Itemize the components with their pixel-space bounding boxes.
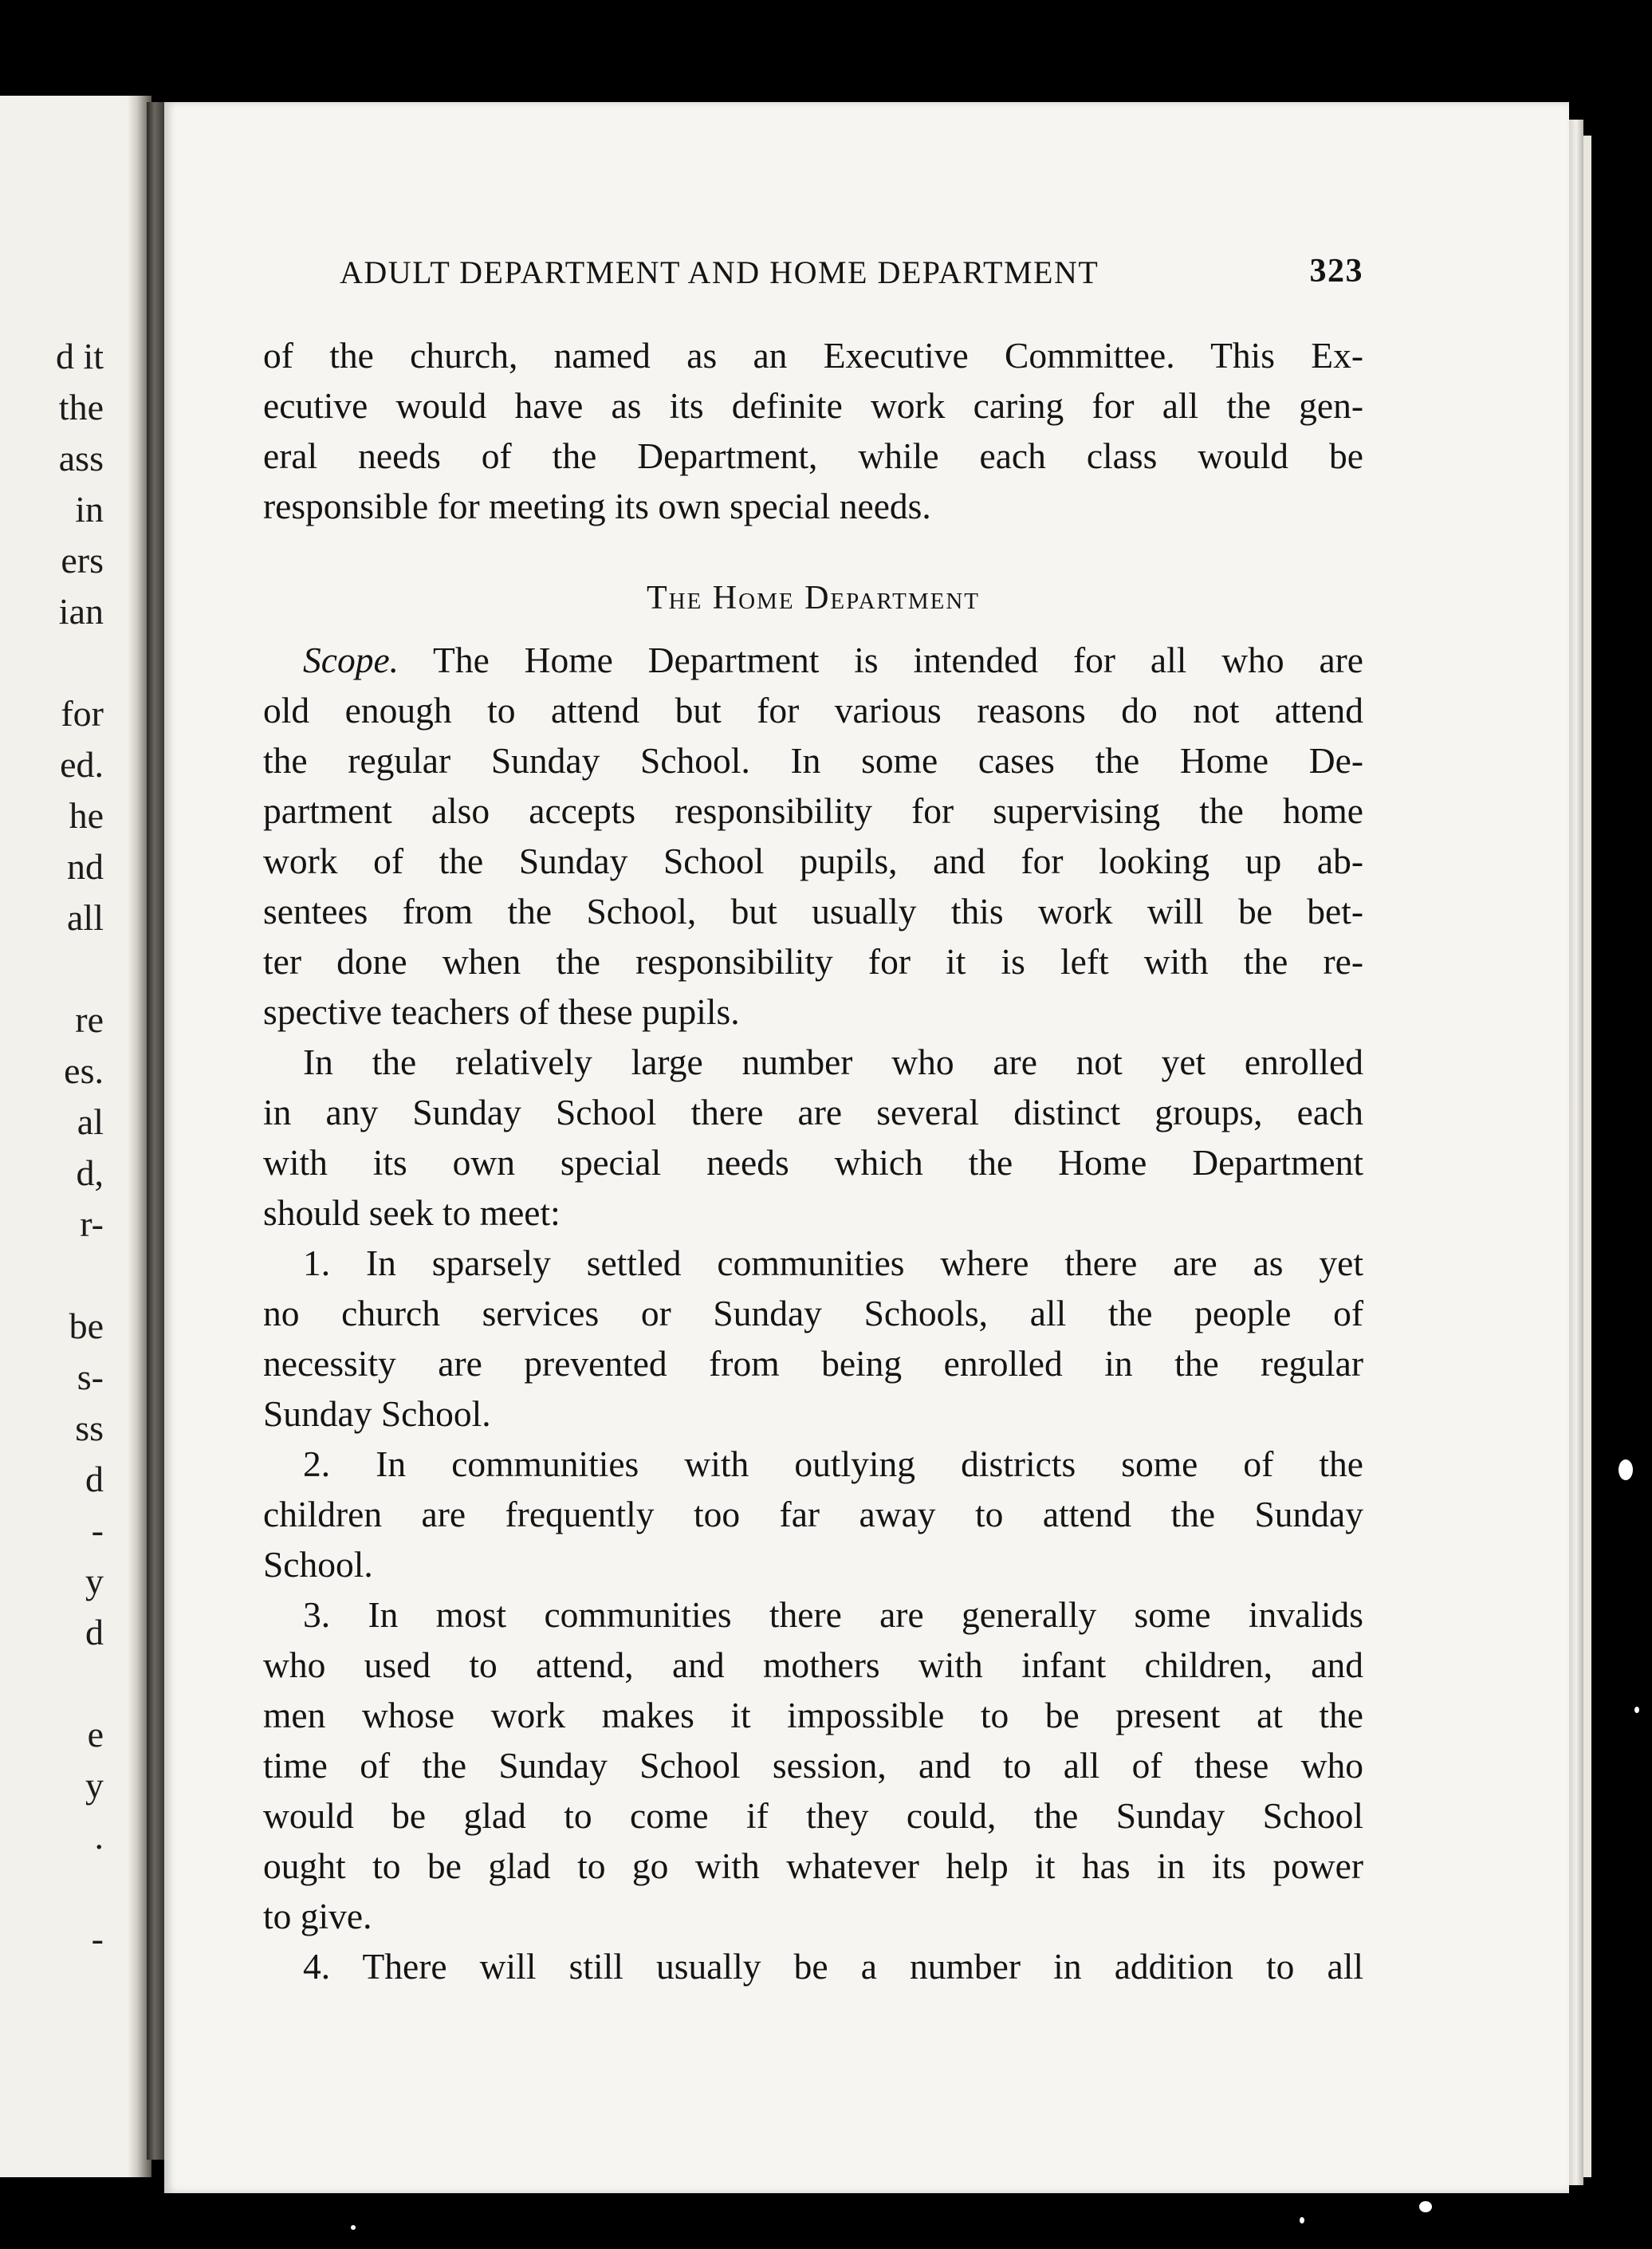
list-item-4 — [263, 1941, 1363, 1991]
text-line: School. — [263, 1544, 373, 1585]
fragment-line: y — [85, 1765, 104, 1806]
text-line: to give. — [263, 1896, 372, 1936]
fragment-line: ian — [58, 591, 104, 632]
scan-speck — [351, 2225, 356, 2230]
text-line: the regular Sunday School. In some cases the Home De- — [263, 740, 1363, 781]
fragment-line: al — [77, 1101, 104, 1142]
fragment-line: es. — [64, 1050, 104, 1091]
page-edge-back — [1583, 136, 1591, 2177]
text-line: spective teachers of these pupils. — [263, 991, 740, 1032]
fragment-line: d — [85, 1612, 104, 1652]
text-line: old enough to attend but for various reasons do not attend — [263, 690, 1363, 731]
text-line: men whose work makes it impossible to be present at the — [263, 1695, 1363, 1735]
text-line: necessity are prevented from being enrolled in the regular — [263, 1343, 1363, 1384]
text-line: 3. In most communities there are generally some invalids — [303, 1594, 1363, 1635]
text-line: of the church, named as an Executive Committee. This Ex- — [263, 335, 1363, 376]
text-line: children are frequently too far away to attend the Sunday — [263, 1494, 1363, 1534]
running-head-title: ADULT DEPARTMENT AND HOME DEPARTMENT — [340, 254, 1099, 290]
text-line: In the relatively large number who are not yet enrolled — [303, 1042, 1363, 1082]
text-fragment: The Home Department is intended for all who are — [399, 640, 1363, 680]
text-line: ter done when the responsibility for it is left with the re- — [263, 941, 1363, 982]
scope-paragraph — [263, 635, 1363, 1037]
section-heading: The Home Department — [646, 580, 980, 616]
fragment-line: ass — [58, 438, 104, 479]
page-text — [263, 254, 1363, 1991]
text-line: should seek to meet: — [263, 1192, 560, 1233]
fragment-line: . — [94, 1816, 104, 1857]
fragment-line: in — [75, 489, 104, 530]
previous-page-text-fragments — [0, 0, 104, 2249]
text-line: responsible for meeting its own special needs. — [263, 486, 931, 526]
text-line: ought to be glad to go with whatever help it has in its power — [263, 1845, 1363, 1886]
text-line: ecutive would have as its definite work caring for all the gen- — [263, 385, 1363, 426]
text-line: with its own special needs which the Home Department — [263, 1142, 1363, 1183]
book-spine — [147, 102, 164, 2160]
text-line: 1. In sparsely settled communities where there are as yet — [303, 1243, 1363, 1283]
text-line: no church services or Sunday Schools, all the people of — [263, 1293, 1363, 1333]
list-item-1 — [263, 1238, 1363, 1439]
fragment-line: e — [87, 1714, 104, 1755]
fragment-line: ers — [61, 540, 104, 581]
text-line — [263, 635, 1363, 685]
fragment-line: y — [85, 1561, 104, 1601]
fragment-line: for — [61, 693, 104, 734]
groups-paragraph — [263, 1037, 1363, 1238]
text-line: in any Sunday School there are several distinct groups, each — [263, 1092, 1363, 1132]
scan-speck — [1419, 2201, 1432, 2212]
scan-speck — [1300, 2217, 1304, 2223]
fragment-line: nd — [67, 846, 104, 887]
text-line: time of the Sunday School session, and to all of these who — [263, 1745, 1363, 1786]
fragment-line: s- — [77, 1357, 104, 1397]
fragment-line: ed. — [60, 744, 104, 785]
fragment-line: r- — [80, 1203, 104, 1244]
fragment-line: be — [69, 1306, 104, 1346]
list-item-3 — [263, 1589, 1363, 1941]
text-line: 2. In communities with outlying districts some of the — [303, 1444, 1363, 1484]
scan-speck — [1634, 1707, 1639, 1713]
page-edge — [1569, 120, 1583, 2185]
text-line: would be glad to come if they could, the Sunday School — [263, 1795, 1363, 1836]
list-item-2 — [263, 1439, 1363, 1589]
text-line: Sunday School. — [263, 1393, 491, 1434]
scan-speck — [1619, 1459, 1633, 1480]
text-line: 4. There will still usually be a number in addition to all — [303, 1946, 1363, 1987]
fragment-line: d — [85, 1459, 104, 1499]
fragment-line: ss — [75, 1408, 104, 1448]
fragment-line: d it — [55, 336, 104, 376]
fragment-line: re — [75, 999, 104, 1040]
opening-paragraph — [263, 330, 1363, 531]
fragment-line: - — [91, 1918, 104, 1959]
scope-label: Scope. — [303, 640, 399, 680]
fragment-line: - — [91, 1510, 104, 1550]
text-line: partment also accepts responsibility for supervising the home — [263, 790, 1363, 831]
page-number: 323 — [1309, 253, 1363, 289]
fragment-line: d, — [76, 1152, 104, 1193]
fragment-line: all — [67, 897, 104, 938]
fragment-line: he — [69, 795, 104, 836]
fragment-line: the — [58, 387, 104, 427]
running-head — [263, 254, 1363, 309]
text-line: work of the Sunday School pupils, and for looking up ab- — [263, 841, 1363, 881]
text-line: who used to attend, and mothers with infant children, and — [263, 1644, 1363, 1685]
text-line: sentees from the School, but usually this work will be bet- — [263, 891, 1363, 932]
text-line: eral needs of the Department, while each class would be — [263, 435, 1363, 476]
